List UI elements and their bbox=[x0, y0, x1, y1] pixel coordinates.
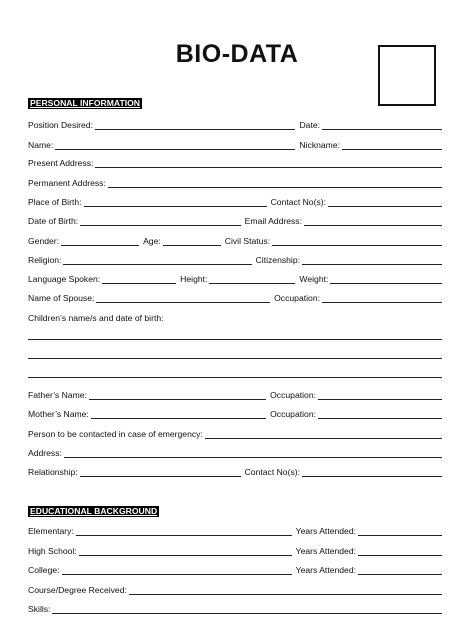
high-school-label: High School: bbox=[28, 546, 77, 556]
email-label: Email Address: bbox=[244, 216, 302, 226]
language-row bbox=[28, 273, 442, 285]
college-years-label: Years Attended: bbox=[295, 565, 356, 575]
age-field[interactable] bbox=[163, 237, 221, 246]
religion-field[interactable] bbox=[63, 256, 251, 265]
contact-nos-label: Contact No(s): bbox=[270, 197, 326, 207]
religion-label: Religion: bbox=[28, 255, 62, 265]
civil-status-field[interactable] bbox=[272, 237, 442, 246]
permanent-address-row bbox=[28, 177, 442, 189]
email-field[interactable] bbox=[304, 217, 442, 226]
height-label: Height: bbox=[180, 274, 208, 284]
permanent-address-field[interactable] bbox=[108, 179, 442, 188]
children-label: Children’s name/s and date of birth: bbox=[28, 313, 164, 323]
father-field[interactable] bbox=[89, 391, 266, 400]
emergency-row bbox=[28, 428, 442, 440]
emergency-address-field[interactable] bbox=[64, 449, 442, 458]
page-title: BIO-DATA bbox=[175, 40, 299, 68]
mother-occupation-label: Occupation: bbox=[270, 409, 316, 419]
father-occupation-field[interactable] bbox=[318, 391, 442, 400]
course-field[interactable] bbox=[129, 586, 442, 595]
children-row bbox=[28, 312, 442, 324]
relationship-label: Relationship: bbox=[28, 467, 78, 477]
high-school-field[interactable] bbox=[79, 547, 292, 556]
high-school-years-field[interactable] bbox=[358, 547, 442, 556]
position-field[interactable] bbox=[95, 121, 295, 130]
language-label: Language Spoken: bbox=[28, 274, 101, 284]
religion-row bbox=[28, 254, 442, 266]
name-label: Name: bbox=[28, 140, 54, 150]
citizenship-label: Citizenship: bbox=[255, 255, 300, 265]
date-of-birth-row bbox=[28, 215, 442, 227]
gender-field[interactable] bbox=[61, 237, 139, 246]
date-of-birth-label: Date of Birth: bbox=[28, 216, 79, 226]
gender-age-row bbox=[28, 235, 442, 247]
elementary-row bbox=[28, 525, 442, 537]
spouse-occupation-field[interactable] bbox=[322, 294, 442, 303]
nickname-label: Nickname: bbox=[299, 140, 340, 150]
father-label: Father’s Name: bbox=[28, 390, 87, 400]
college-label: College: bbox=[28, 565, 60, 575]
name-row bbox=[28, 139, 442, 151]
emergency-contact-field[interactable] bbox=[302, 468, 442, 477]
weight-field[interactable] bbox=[330, 275, 442, 284]
position-label: Position Desired: bbox=[28, 120, 93, 130]
place-of-birth-row bbox=[28, 196, 442, 208]
college-years-field[interactable] bbox=[358, 566, 442, 575]
position-date-row bbox=[28, 119, 442, 131]
photo-box[interactable] bbox=[378, 45, 436, 106]
weight-label: Weight: bbox=[299, 274, 329, 284]
course-label: Course/Degree Received: bbox=[28, 585, 127, 595]
mother-field[interactable] bbox=[91, 410, 266, 419]
present-address-row bbox=[28, 157, 442, 169]
mother-row bbox=[28, 408, 442, 420]
relationship-row bbox=[28, 466, 442, 478]
height-field[interactable] bbox=[209, 275, 295, 284]
children-line-2[interactable] bbox=[28, 358, 442, 359]
emergency-contact-label: Contact No(s): bbox=[244, 467, 300, 477]
spouse-label: Name of Spouse: bbox=[28, 293, 95, 303]
nickname-field[interactable] bbox=[342, 141, 442, 150]
high-school-years-label: Years Attended: bbox=[295, 546, 356, 556]
place-of-birth-label: Place of Birth: bbox=[28, 197, 82, 207]
civil-status-label: Civil Status: bbox=[224, 236, 271, 246]
father-occupation-label: Occupation: bbox=[270, 390, 316, 400]
citizenship-field[interactable] bbox=[302, 256, 442, 265]
language-field[interactable] bbox=[102, 275, 176, 284]
gender-label: Gender: bbox=[28, 236, 60, 246]
high-school-row bbox=[28, 545, 442, 557]
emergency-field[interactable] bbox=[205, 430, 442, 439]
mother-occupation-field[interactable] bbox=[318, 410, 442, 419]
college-field[interactable] bbox=[62, 566, 292, 575]
children-line-3[interactable] bbox=[28, 377, 442, 378]
elementary-years-label: Years Attended: bbox=[295, 526, 356, 536]
college-row bbox=[28, 564, 442, 576]
date-field[interactable] bbox=[322, 121, 442, 130]
contact-nos-field[interactable] bbox=[328, 198, 442, 207]
father-row bbox=[28, 389, 442, 401]
section-educational-background: EDUCATIONAL BACKGROUND bbox=[30, 506, 158, 516]
elementary-years-field[interactable] bbox=[358, 527, 442, 536]
spouse-occupation-label: Occupation: bbox=[274, 293, 320, 303]
spouse-row bbox=[28, 292, 442, 304]
place-of-birth-field[interactable] bbox=[84, 198, 267, 207]
children-line-1[interactable] bbox=[28, 339, 442, 340]
name-field[interactable] bbox=[55, 141, 295, 150]
emergency-address-label: Address: bbox=[28, 448, 62, 458]
mother-label: Mother’s Name: bbox=[28, 409, 89, 419]
present-address-label: Present Address: bbox=[28, 158, 94, 168]
date-of-birth-field[interactable] bbox=[80, 217, 241, 226]
emergency-label: Person to be contacted in case of emergency: bbox=[28, 429, 203, 439]
course-row bbox=[28, 584, 442, 596]
age-label: Age: bbox=[143, 236, 161, 246]
present-address-field[interactable] bbox=[95, 159, 442, 168]
elementary-label: Elementary: bbox=[28, 526, 74, 536]
section-personal-information: PERSONAL INFORMATION bbox=[30, 98, 140, 108]
skills-field[interactable] bbox=[52, 605, 442, 614]
skills-label: Skills: bbox=[28, 604, 51, 614]
elementary-field[interactable] bbox=[76, 527, 292, 536]
skills-row bbox=[28, 603, 442, 615]
emergency-address-row bbox=[28, 447, 442, 459]
date-label: Date: bbox=[299, 120, 320, 130]
spouse-field[interactable] bbox=[96, 294, 270, 303]
relationship-field[interactable] bbox=[80, 468, 241, 477]
permanent-address-label: Permanent Address: bbox=[28, 178, 106, 188]
